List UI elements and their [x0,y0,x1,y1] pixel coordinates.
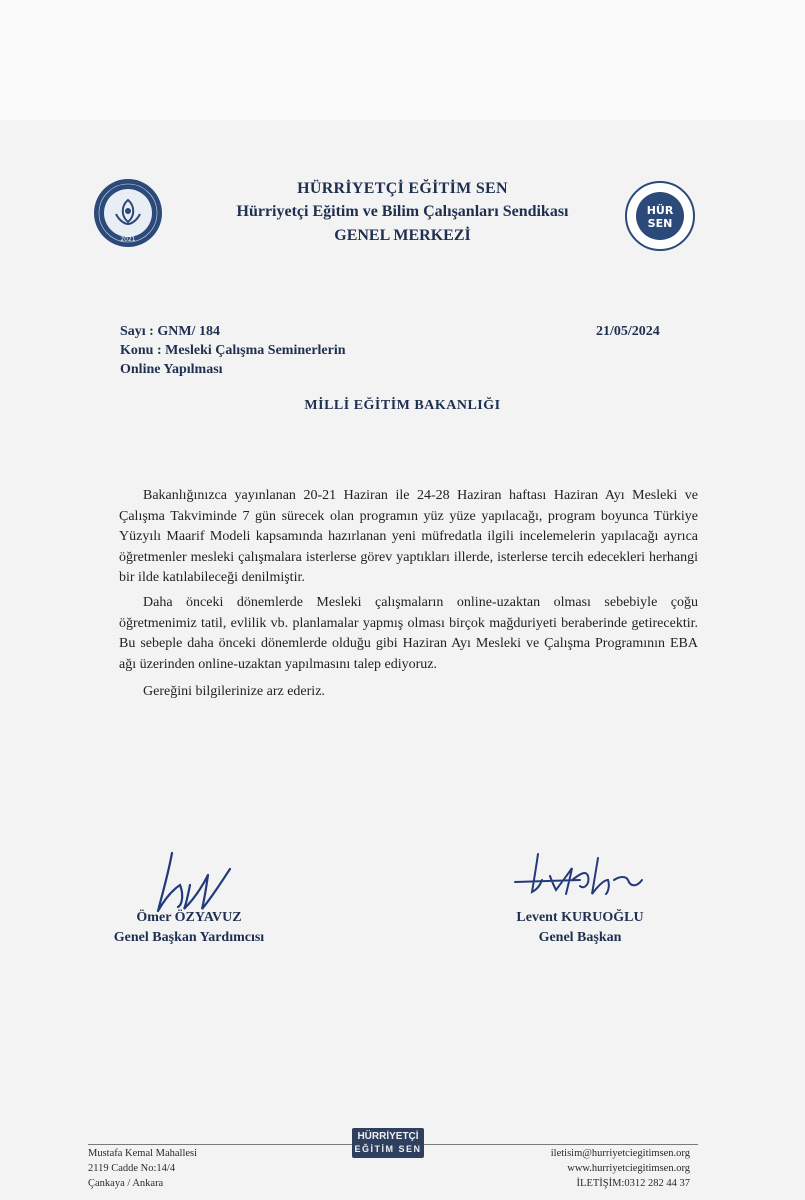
org-full-name: Hürriyetçi Eğitim ve Bilim Çalışanları Sendikası [236,203,569,220]
footer-contact [500,1146,690,1191]
svg-text:HÜR: HÜR [646,204,674,217]
org-short-name: HÜRRİYETÇİ EĞİTİM SEN [297,180,508,197]
signatory-name-left: Ömer ÖZYAVUZ [136,910,242,925]
reference-number: Sayı : GNM/ 184 [120,324,220,339]
letter-date: 21/05/2024 [596,324,660,339]
svg-text:SEN: SEN [647,217,673,230]
contact-website[interactable]: www.hurriyetciegitimsen.org [567,1163,690,1174]
top-margin [0,0,805,120]
address-line-2: 2119 Cadde No:14/4 [88,1163,176,1174]
closing-paragraph: Gereğini bilgilerinize arz ederiz. [143,684,325,699]
signature-scribble-right [510,850,650,900]
address-line-3: Çankaya / Ankara [88,1178,164,1189]
body-paragraph-2: Daha önceki dönemlerde Mesleki çalışmaların online-uzaktan olması sebebiyle çoğu öğretmenimiz tatil, evlilik vb. planlamalar yapmış olması birçok mağduriyeti beraberinde getirecektir. Bu sebeple daha önceki dönemlerde olduğu gibi Haziran Ayı Mesleki ve Çalışma Programının EBA ağı üzerinden online-uzaktan yapılmasını talep ediyoruz. [119,595,698,672]
footer-badge-line-1: HÜRRİYETÇİ [357,1131,419,1142]
signatory-title-left: Genel Başkan Yardımcısı [113,930,265,945]
signatory-name-right: Levent KURUOĞLU [516,910,644,925]
signature-block-left [94,908,284,949]
org-office: GENEL MERKEZİ [334,227,471,244]
signature-block-right [490,908,670,949]
contact-phone: İLETİŞİM:0312 282 44 37 [576,1178,690,1189]
footer-badge-line-2: EĞİTİM SEN [354,1144,422,1154]
subject-line-continued: Online Yapılması [120,362,223,377]
contact-email[interactable]: iletisim@hurriyetciegitimsen.org [550,1148,690,1159]
body-paragraph-1: Bakanlığınızca yayınlanan 20-21 Haziran ile 24-28 Haziran haftası Haziran Ayı Mesleki ve Çalışma Takviminde 7 gün sürecek olan programın yüz yüze yapılacağı, program boyunca Türkiye Yüzyılı Maarif Modeli kapsamında hazırlanan yeni müfredatla ilgili incelemelerin yapılacağı ayrıca öğretmenler mesleki çalışmalara isterlerse görev yaptıkları illerde, isterlerse tercih edecekleri herhangi bir ilde katılabileceği denilmiştir. [119,488,698,586]
footer-logo-badge [352,1128,424,1158]
signature-scribble-left [150,845,250,915]
svg-text:2021: 2021 [120,236,136,243]
signatory-title-right: Genel Başkan [538,930,622,945]
subject-line: Konu : Mesleki Çalışma Seminerlerin [120,343,346,358]
footer-address [88,1146,197,1191]
addressee: MİLLİ EĞİTİM BAKANLIĞI [304,398,501,413]
address-line-1: Mustafa Kemal Mahallesi [88,1148,198,1159]
